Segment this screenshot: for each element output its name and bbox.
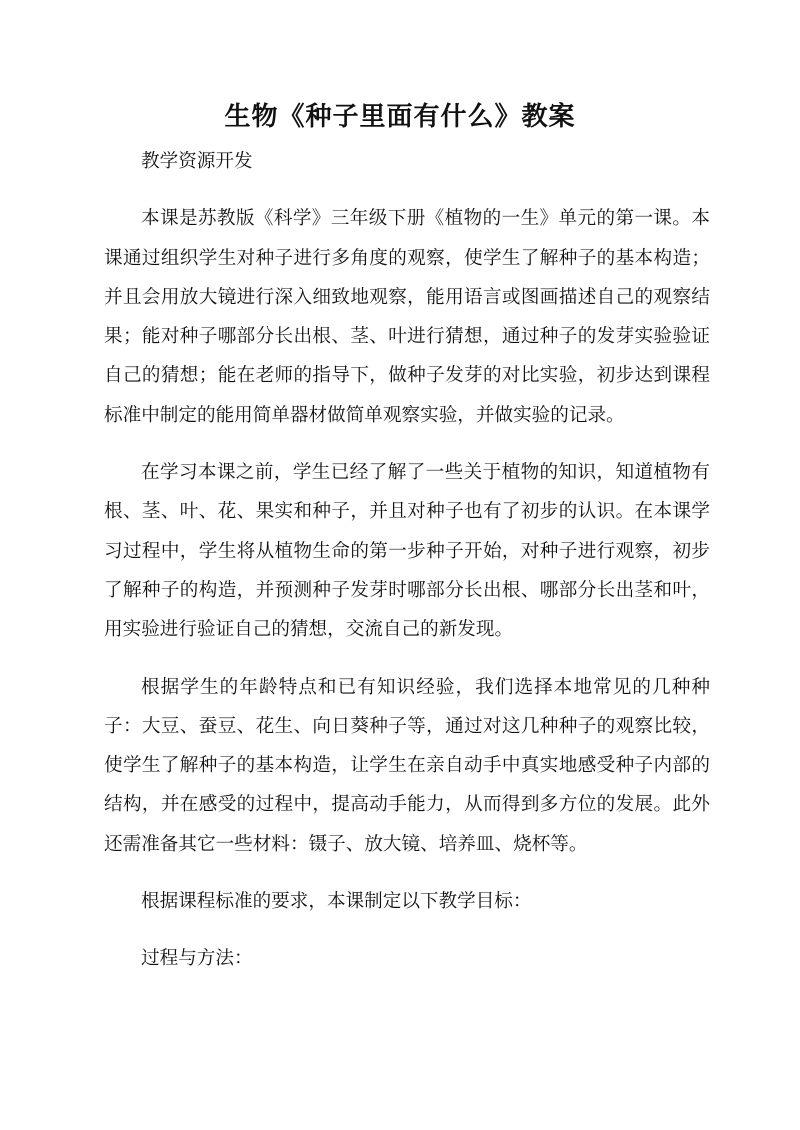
section-heading-resources: 教学资源开发 bbox=[141, 151, 253, 172]
paragraph-objectives: 根据课程标准的要求，本课制定以下教学目标： bbox=[141, 891, 532, 913]
paragraph-intro: 本课是苏教版《科学》三年级下册《植物的一生》单元的第一课。本课通过组织学生对种子进行多角度的观察，使学生了解种子的基本构造；并且会用放大镜进行深入细致地观察，能用语言或图画描述自己的观察结果；能对种子哪部分长出根、茎、叶进行猜想，通过种子的发芽实验验证自己的猜想；能在老师的指导下，做种子发芽的对比实验，初步达到课程标准中制定的能用简单器材做简单观察实验，并做实验的记录。 bbox=[104, 208, 710, 426]
paragraph-process-methods: 过程与方法： bbox=[141, 948, 253, 970]
document-title: 生物《种子里面有什么》教案 bbox=[224, 102, 576, 132]
paragraph-prior-knowledge: 在学习本课之前，学生已经了解了一些关于植物的知识，知道植物有根、茎、叶、花、果实和种子，并且对种子也有了初步的认识。在本课学习过程中，学生将从植物生命的第一步种子开始，对种子进行观察，初步了解种子的构造，并预测种子发芽时哪部分长出根、哪部分长出茎和叶，用实验进行验证自己的猜想，交流自己的新发现。 bbox=[104, 462, 710, 641]
paragraph-materials: 根据学生的年龄特点和已有知识经验，我们选择本地常见的几种种子：大豆、蚕豆、花生、向日葵种子等，通过对这几种种子的观察比较，使学生了解种子的基本构造，让学生在亲自动手中真实地感受种子内部的结构，并在感受的过程中，提高动手能力，从而得到多方位的发展。此外还需准备其它一些材料：镊子、放大镜、培养皿、烧杯等。 bbox=[104, 676, 710, 855]
document-body bbox=[104, 142, 710, 979]
